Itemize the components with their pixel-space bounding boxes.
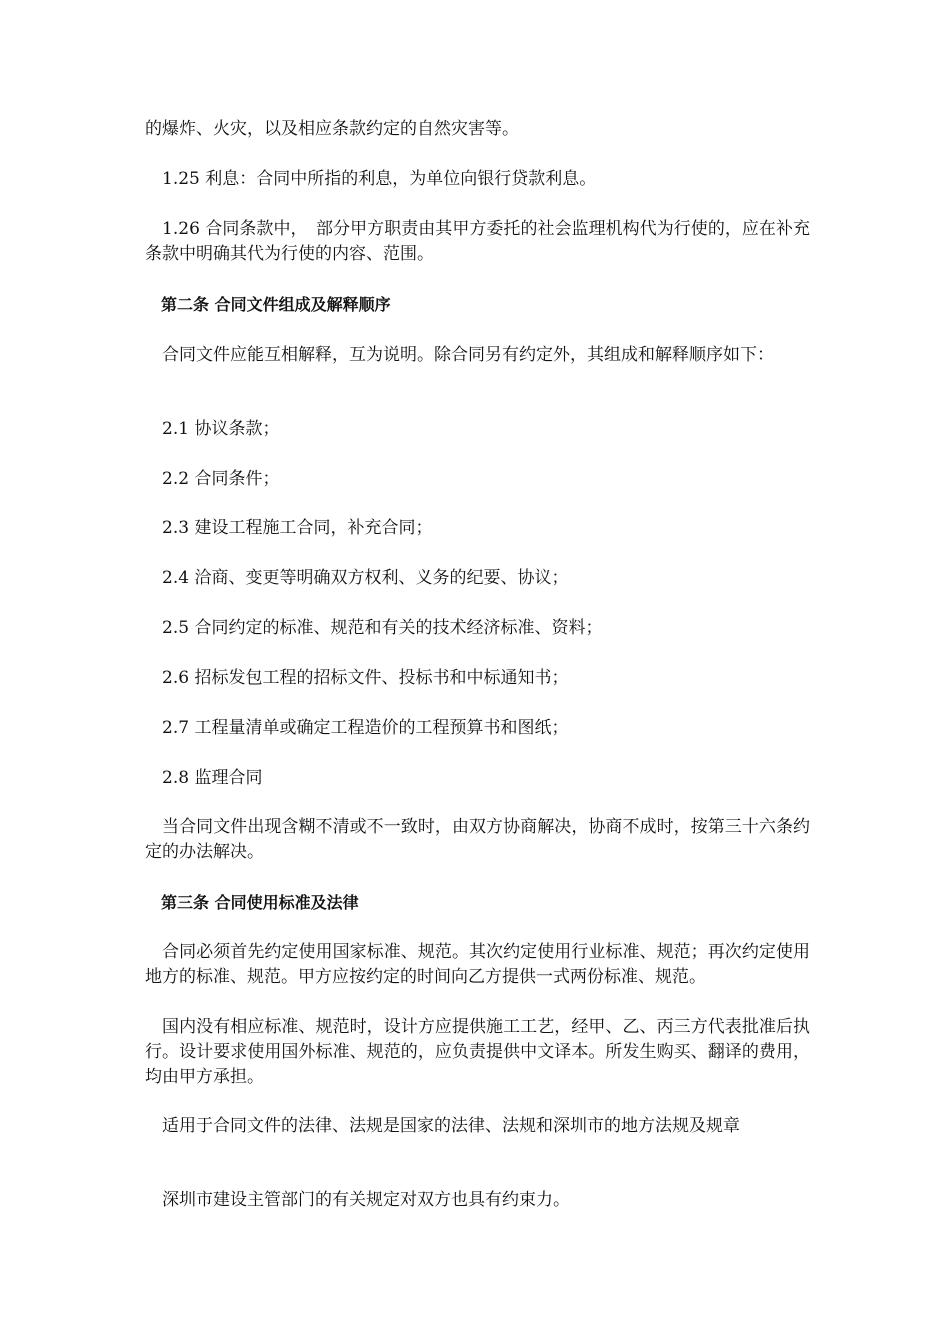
list-item-2-7: 2.7 工程量清单或确定工程造价的工程预算书和图纸； [145,718,569,738]
paragraph-1-26: 1.26 合同条款中， 部分甲方职责由其甲方委托的社会监理机构代为行使的，应在补充条款中明确其代为行使的内容、范围。 [145,219,810,264]
paragraph-disaster: 的爆炸、火灾，以及相应条款约定的自然灾害等。 [145,119,519,139]
list-item-2-5: 2.5 合同约定的标准、规范和有关的技术经济标准、资料； [145,618,603,638]
list-item-2-2: 2.2 合同条件； [145,469,280,489]
heading-article-3: 第三条 合同使用标准及法律 [145,893,359,912]
paragraph-shenzhen: 深圳市建设主管部门的有关规定对双方也具有约束力。 [145,1190,570,1210]
heading-article-2: 第二条 合同文件组成及解释顺序 [145,295,391,314]
paragraph-ambiguity: 当合同文件出现含糊不清或不一致时，由双方协商解决，协商不成时，按第三十六条约定的办法解决。 [145,817,810,862]
list-item-2-3: 2.3 建设工程施工合同，补充合同； [145,518,433,538]
list-item-2-8: 2.8 监理合同 [145,768,263,788]
list-item-2-6: 2.6 招标发包工程的招标文件、投标书和中标通知书； [145,668,569,688]
paragraph-1-25: 1.25 利息：合同中所指的利息，为单位向银行贷款利息。 [145,169,597,189]
list-item-2-1: 2.1 协议条款； [145,419,280,439]
paragraph-standards: 合同必须首先约定使用国家标准、规范。其次约定使用行业标准、规范；再次约定使用地方的标准、规范。甲方应按约定的时间向乙方提供一式两份标准、规范。 [145,942,810,987]
paragraph-foreign-standards: 国内没有相应标准、规范时，设计方应提供施工工艺，经甲、乙、丙三方代表批准后执行。设计要求使用国外标准、规范的，应负责提供中文译本。所发生购买、翻译的费用，均由甲方承担。 [145,1017,810,1087]
paragraph-laws: 适用于合同文件的法律、法规是国家的法律、法规和深圳市的地方法规及规章 [145,1116,740,1136]
paragraph-article-2-intro: 合同文件应能互相解释，互为说明。除合同另有约定外，其组成和解释顺序如下： [145,345,774,365]
list-item-2-4: 2.4 洽商、变更等明确双方权利、义务的纪要、协议； [145,568,569,588]
